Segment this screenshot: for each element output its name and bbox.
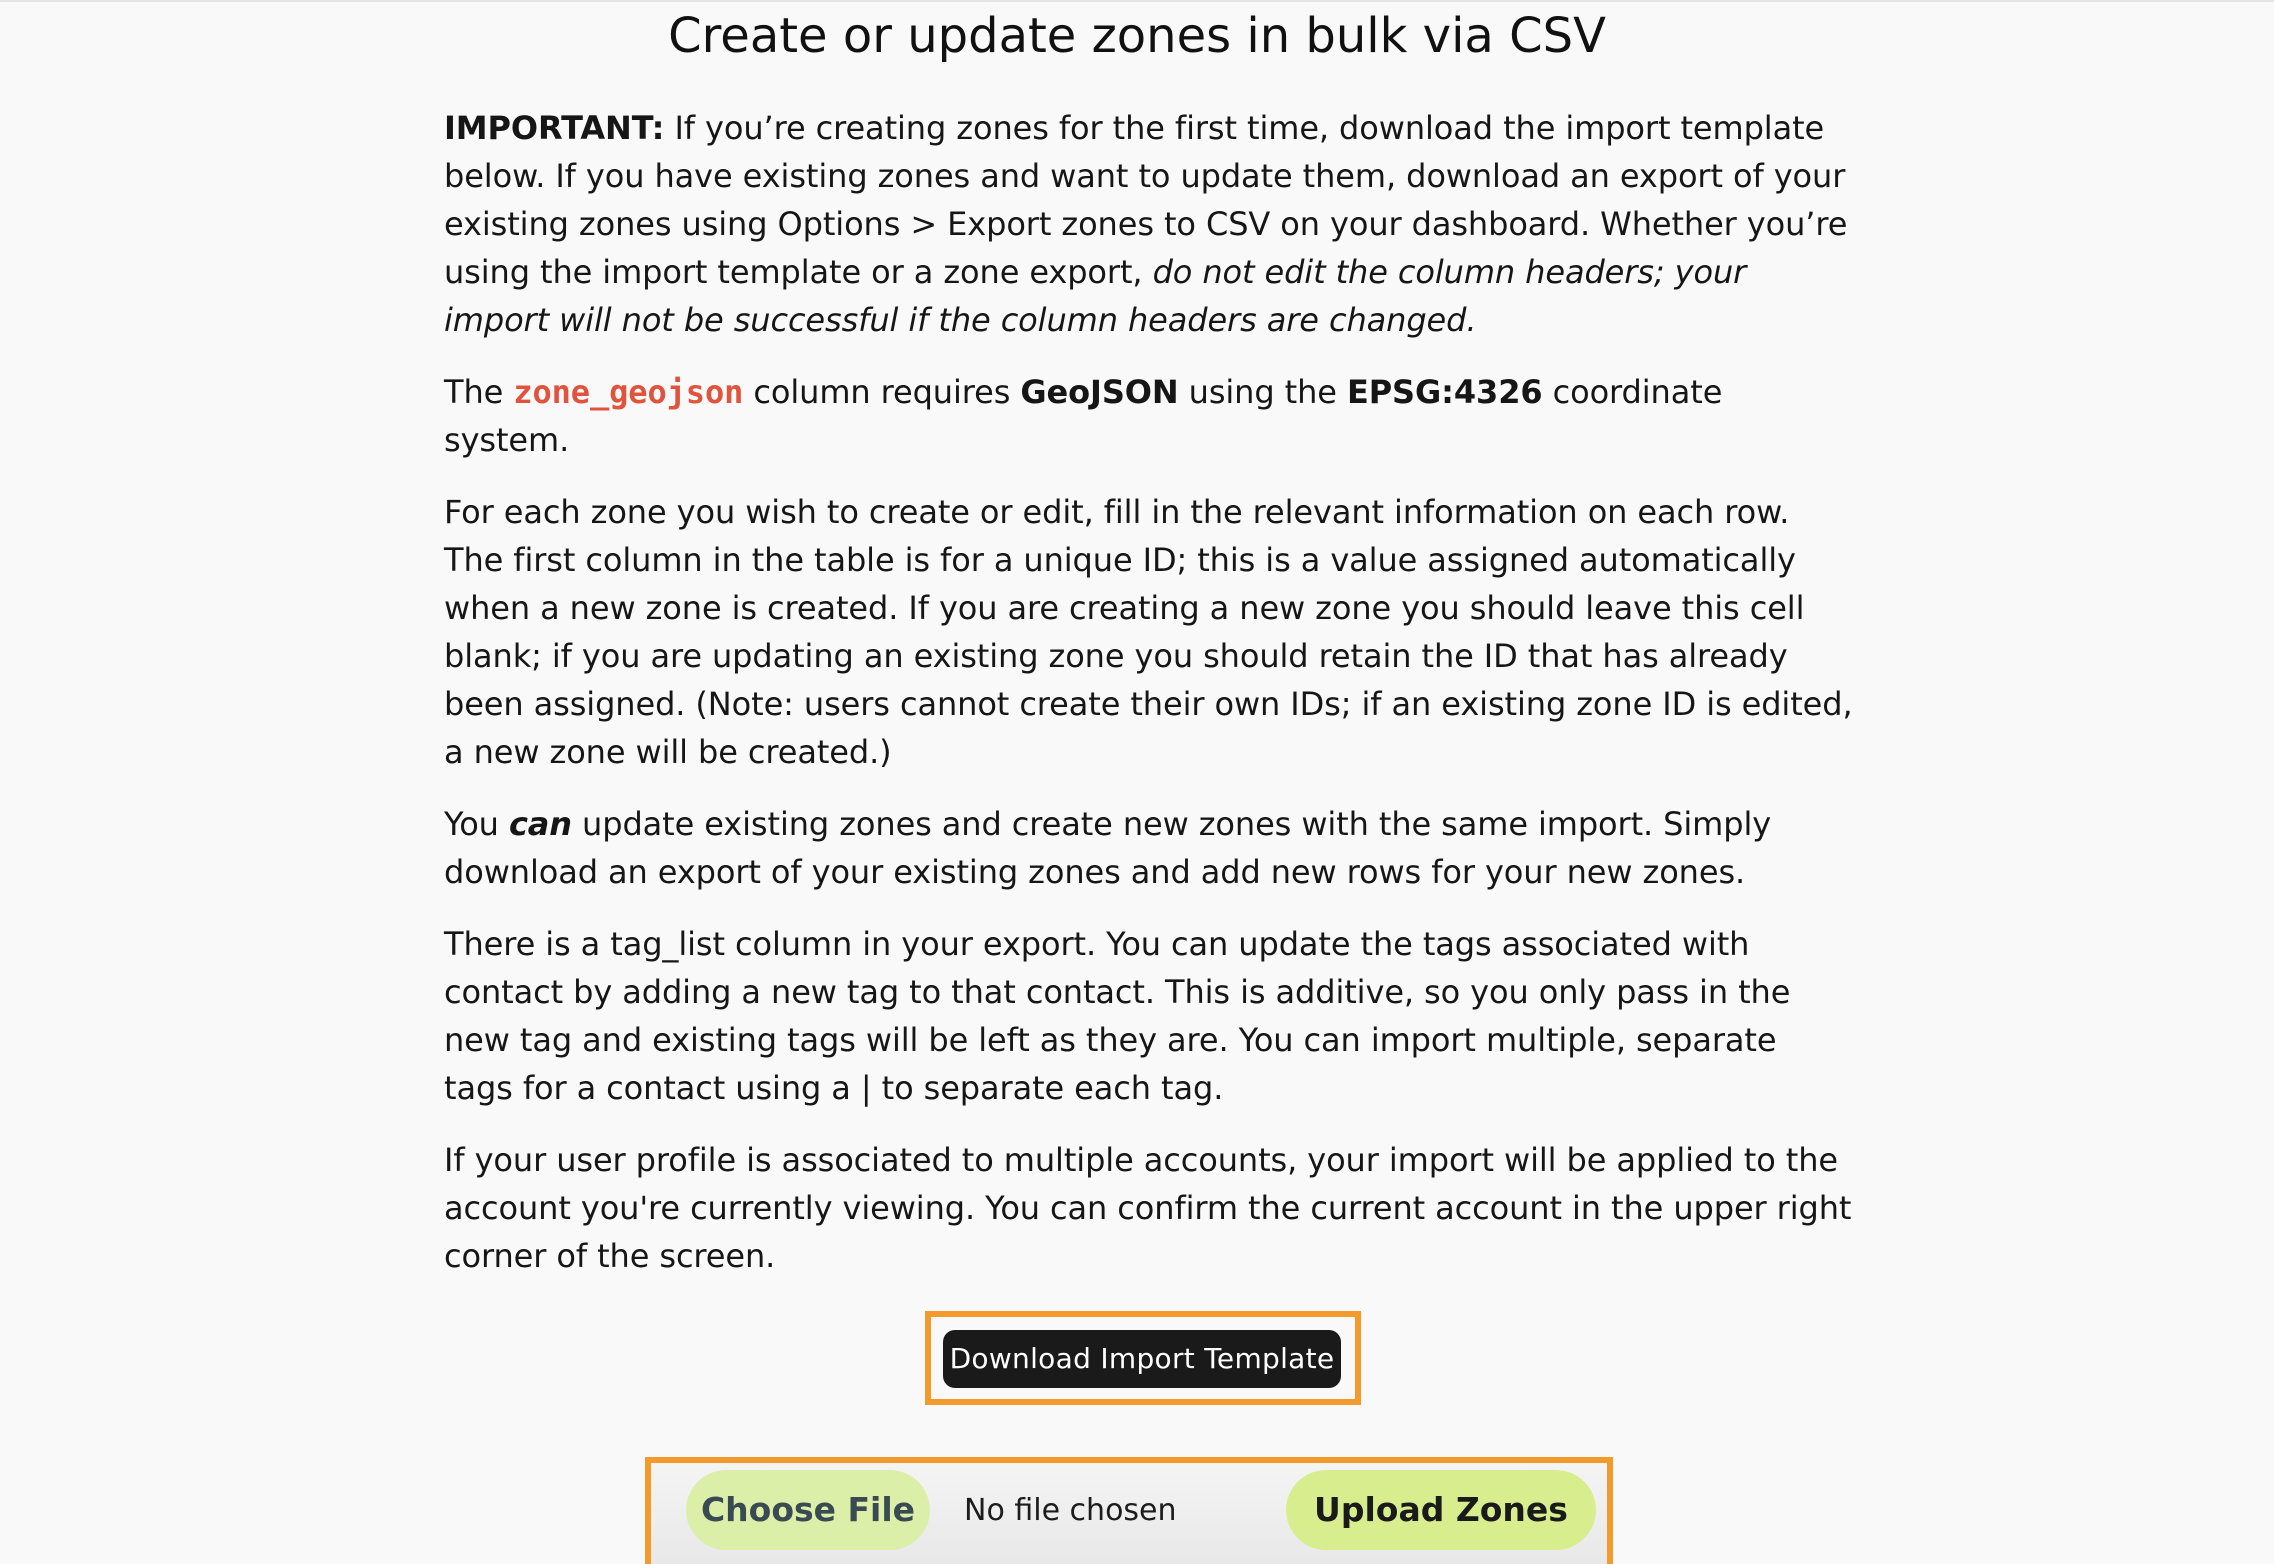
file-status-text: No file chosen xyxy=(964,1493,1177,1528)
account-paragraph: If your user profile is associated to multiple accounts, your import will be applied to the account you're currently viewing. You can confirm the current account in the upper right corner of the screen. xyxy=(444,1141,1852,1275)
geojson-middle2: using the xyxy=(1178,373,1347,411)
geojson-suffix: coordinate system. xyxy=(444,373,1723,459)
instructions xyxy=(444,104,1854,1304)
important-warning: do not edit the column headers; your import will not be successful if the column headers are changed. xyxy=(444,253,1747,339)
geojson-middle: column requires xyxy=(743,373,1021,411)
download-import-template-button[interactable]: Download Import Template xyxy=(943,1330,1341,1388)
important-text: If you’re creating zones for the first time, download the import template below. If you have existing zones and want to update them, download an export of your existing zones using Options > Export zones to CSV on your dashboard. Whether you’re using the import template or a zone export, xyxy=(444,109,1848,291)
mixed-prefix: You xyxy=(444,805,509,843)
can-emphasis: can xyxy=(508,805,572,843)
geojson-format: GeoJSON xyxy=(1020,373,1179,411)
page-title: Create or update zones in bulk via CSV xyxy=(668,8,1606,64)
mixed-suffix: update existing zones and create new zones with the same import. Simply download an export of your existing zones and add new rows for your new zones. xyxy=(444,805,1772,891)
important-paragraph xyxy=(444,104,1854,344)
id-paragraph: For each zone you wish to create or edit, fill in the relevant information on each row. The first column in the table is for a unique ID; this is a value assigned automatically when a new zone is created. If you are creating a new zone you should leave this cell blank; if you are updating an existing zone you should retain the ID that has already been assigned. (Note: users cannot create their own IDs; if an existing zone ID is edited, a new zone will be created.) xyxy=(444,493,1853,771)
geojson-prefix: The xyxy=(444,373,514,411)
choose-file-button[interactable]: Choose File xyxy=(686,1470,930,1550)
tags-paragraph: There is a tag_list column in your export. You can update the tags associated with contact by adding a new tag to that contact. This is additive, so you only pass in the new tag and existing tags will be left as they are. You can import multiple, separate tags for a contact using a | to separate each tag. xyxy=(444,925,1791,1107)
important-label: IMPORTANT: xyxy=(444,109,665,147)
crs-label: EPSG:4326 xyxy=(1346,373,1543,411)
upload-zones-button[interactable]: Upload Zones xyxy=(1286,1470,1596,1550)
zone-geojson-code: zone_geojson xyxy=(513,373,744,411)
top-divider xyxy=(0,0,2274,2)
geojson-paragraph xyxy=(444,368,1854,464)
mixed-import-paragraph xyxy=(444,800,1854,896)
